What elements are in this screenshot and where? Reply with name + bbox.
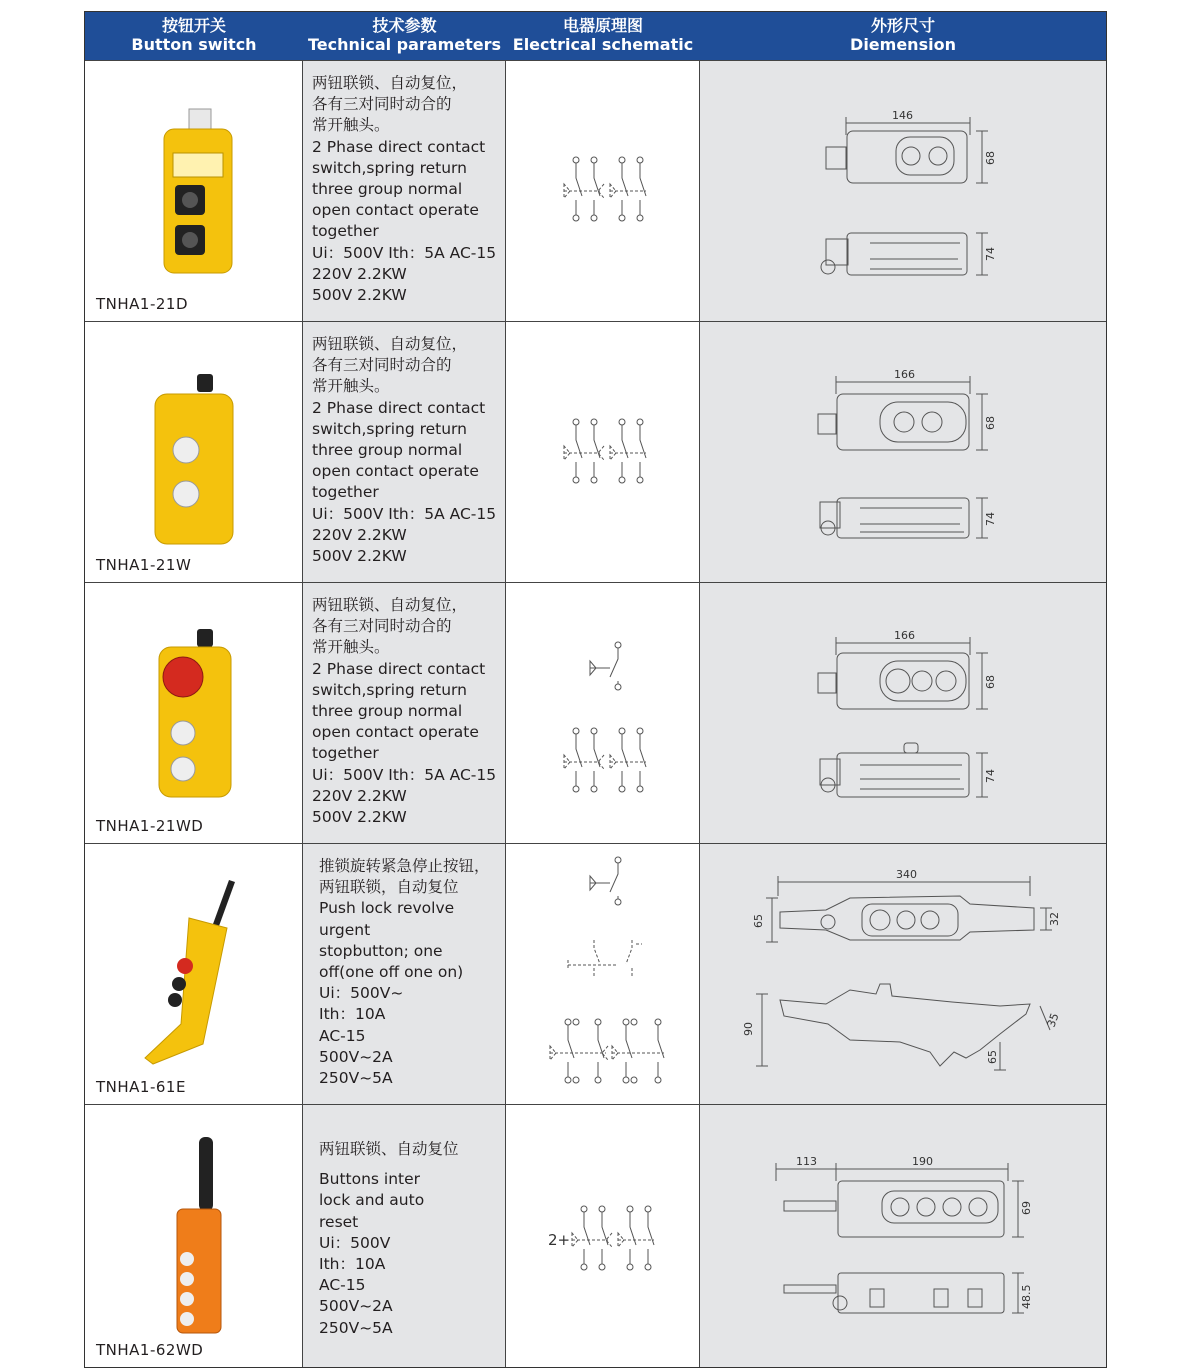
params-text [312, 73, 496, 306]
param-line: 500V 2.2KW [312, 547, 407, 566]
params-cell [303, 1105, 506, 1367]
param-line: 500V~2A [319, 1047, 393, 1066]
model-number: TNHA1-21WD [96, 817, 204, 835]
dim-length-label: 166 [894, 629, 915, 642]
params-cell [303, 61, 506, 321]
param-line: 两钮联锁、自动复位， [312, 335, 468, 353]
dim-height-label: 68 [984, 151, 997, 165]
dim-length-label: 146 [892, 109, 913, 122]
dim-side-right-label: 35 [1044, 1011, 1062, 1030]
param-line: off(one off one on) [319, 963, 464, 982]
param-line: 500V 2.2KW [312, 808, 407, 827]
pendant-long-handle-image [85, 844, 303, 1105]
product-cell [85, 61, 303, 321]
param-line: AC-15 [319, 1026, 366, 1045]
param-line: Ui：500V Ith：5A AC-15 [312, 243, 497, 262]
table-row [85, 843, 1106, 1104]
param-line: 2 Phase direct contact [312, 659, 486, 678]
schematic-cell [506, 1105, 700, 1367]
param-line: three group normal [312, 180, 463, 199]
param-line: switch,spring return [312, 419, 467, 438]
dim-side-height-label: 48.5 [1020, 1284, 1033, 1309]
param-line: 常开触头。 [312, 638, 390, 657]
product-cell [85, 1105, 303, 1367]
header-dimension [700, 12, 1106, 60]
header-electrical-schematic [506, 12, 700, 60]
param-line: 220V 2.2KW [312, 264, 407, 283]
param-line: 各有三对同时动合的 [312, 95, 452, 114]
header-en: Electrical schematic [512, 35, 694, 54]
params-text [319, 856, 490, 1089]
product-cell [85, 583, 303, 843]
contact-schematic-diagram [506, 583, 700, 844]
param-line: 各有三对同时动合的 [312, 356, 452, 375]
header-technical-parameters [303, 12, 506, 60]
dimension-cell [700, 61, 1106, 321]
param-line: 两钮联锁、自动复位， [312, 74, 468, 92]
param-line: 500V~2A [319, 1297, 393, 1316]
dimension-drawing [700, 61, 1106, 322]
model-number: TNHA1-61E [96, 1078, 186, 1096]
pendant-orange-4-button-image [85, 1105, 303, 1368]
param-line: AC-15 [319, 1276, 366, 1295]
model-number: TNHA1-21W [96, 556, 192, 574]
pendant-yellow-white-2-button-image [85, 322, 303, 583]
param-line: 220V 2.2KW [312, 786, 407, 805]
contact-schematic-diagram [506, 61, 700, 322]
param-line: three group normal [312, 702, 463, 721]
dimension-drawing [700, 1105, 1106, 1368]
header-button-switch [85, 12, 303, 60]
params-cell [303, 844, 506, 1104]
params-text [312, 595, 496, 828]
model-number: TNHA1-62WD [96, 1341, 204, 1359]
dim-height-right-label: 32 [1048, 912, 1061, 926]
dim-height-label: 68 [984, 416, 997, 430]
dimension-drawing [700, 322, 1106, 583]
param-line: urgent [319, 920, 371, 939]
table-header [85, 12, 1106, 60]
dim-side-height-label: 74 [984, 247, 997, 261]
header-zh: 按钮开关 [161, 16, 226, 35]
dimension-drawing [700, 583, 1106, 844]
param-line: 500V 2.2KW [312, 286, 407, 305]
dim-side-bottom-label: 65 [986, 1050, 999, 1064]
param-spacer [319, 1160, 459, 1169]
product-table [84, 11, 1107, 1368]
params-text [312, 334, 496, 567]
param-line: 两钮联锁、自动复位， [312, 596, 468, 614]
param-line: open contact operate [312, 201, 479, 220]
param-line: 两钮联锁、自动复位 [319, 1140, 459, 1158]
dim-length-label: 340 [896, 868, 917, 881]
product-cell [85, 844, 303, 1104]
param-line: open contact operate [312, 723, 479, 742]
dimension-cell [700, 1105, 1106, 1367]
param-line: 常开触头。 [312, 377, 390, 396]
contact-schematic-diagram [506, 1105, 700, 1368]
dim-length-label: 190 [912, 1155, 933, 1168]
param-line: Ui：500V [319, 1233, 391, 1252]
schematic-cell [506, 322, 700, 582]
param-line: Ui：500V~ [319, 984, 404, 1003]
product-cell [85, 322, 303, 582]
dim-side-height-label: 74 [984, 512, 997, 526]
param-line: 250V~5A [319, 1069, 393, 1088]
param-line: 2 Phase direct contact [312, 398, 486, 417]
schematic-cell [506, 844, 700, 1104]
param-line: lock and auto [319, 1191, 425, 1210]
pendant-yellow-2-button-image [85, 61, 303, 322]
param-line: open contact operate [312, 462, 479, 481]
dim-height-label: 69 [1020, 1201, 1033, 1215]
params-cell [303, 322, 506, 582]
table-row [85, 60, 1106, 321]
param-line: 各有三对同时动合的 [312, 617, 452, 636]
dim-cable-length-label: 113 [796, 1155, 817, 1168]
param-line: 2 Phase direct contact [312, 137, 486, 156]
dim-height-left-label: 65 [752, 914, 765, 928]
header-en: Button switch [131, 35, 257, 54]
header-en: Technical parameters [307, 35, 502, 54]
dimension-cell [700, 322, 1106, 582]
param-line: three group normal [312, 441, 463, 460]
header-zh: 外形尺寸 [870, 16, 935, 35]
table-row [85, 582, 1106, 843]
param-line: together [312, 483, 379, 502]
param-line: switch,spring return [312, 680, 467, 699]
param-line: 常开触头。 [312, 116, 390, 135]
param-line: Ui：500V Ith：5A AC-15 [312, 504, 497, 523]
schematic-cell [506, 61, 700, 321]
param-line: Ith：10A [319, 1255, 386, 1274]
param-line: 两钮联锁，自动复位 [319, 878, 459, 897]
dimension-cell [700, 844, 1106, 1104]
param-line: together [312, 744, 379, 763]
header-en: Diemension [850, 35, 956, 54]
param-line: Buttons inter [319, 1170, 421, 1189]
param-line: 250V~5A [319, 1318, 393, 1337]
params-cell [303, 583, 506, 843]
dimension-drawing [700, 844, 1106, 1105]
header-zh: 技术参数 [372, 16, 437, 35]
param-line: Ith：10A [319, 1005, 386, 1024]
param-line: switch,spring return [312, 158, 467, 177]
schematic-multiplier-label: 2+ [548, 1231, 571, 1249]
contact-schematic-diagram [506, 322, 700, 583]
param-line: Push lock revolve [319, 899, 455, 918]
dimension-cell [700, 583, 1106, 843]
model-number: TNHA1-21D [96, 295, 189, 313]
dim-length-label: 166 [894, 368, 915, 381]
schematic-cell [506, 583, 700, 843]
header-zh: 电器原理图 [562, 16, 643, 35]
dim-side-height-label: 74 [984, 769, 997, 783]
param-line: 220V 2.2KW [312, 525, 407, 544]
param-line: reset [319, 1212, 359, 1231]
contact-schematic-diagram [506, 844, 700, 1105]
param-line: Ui：500V Ith：5A AC-15 [312, 765, 497, 784]
dim-height-label: 68 [984, 675, 997, 689]
param-line: stopbutton; one [319, 941, 443, 960]
param-line: 推锁旋转紧急停止按钮， [319, 857, 490, 875]
table-row [85, 321, 1106, 582]
pendant-emergency-stop-image [85, 583, 303, 844]
dim-side-height-label: 90 [742, 1022, 755, 1036]
table-row [85, 1104, 1106, 1367]
params-text [319, 1139, 459, 1339]
param-line: together [312, 222, 379, 241]
